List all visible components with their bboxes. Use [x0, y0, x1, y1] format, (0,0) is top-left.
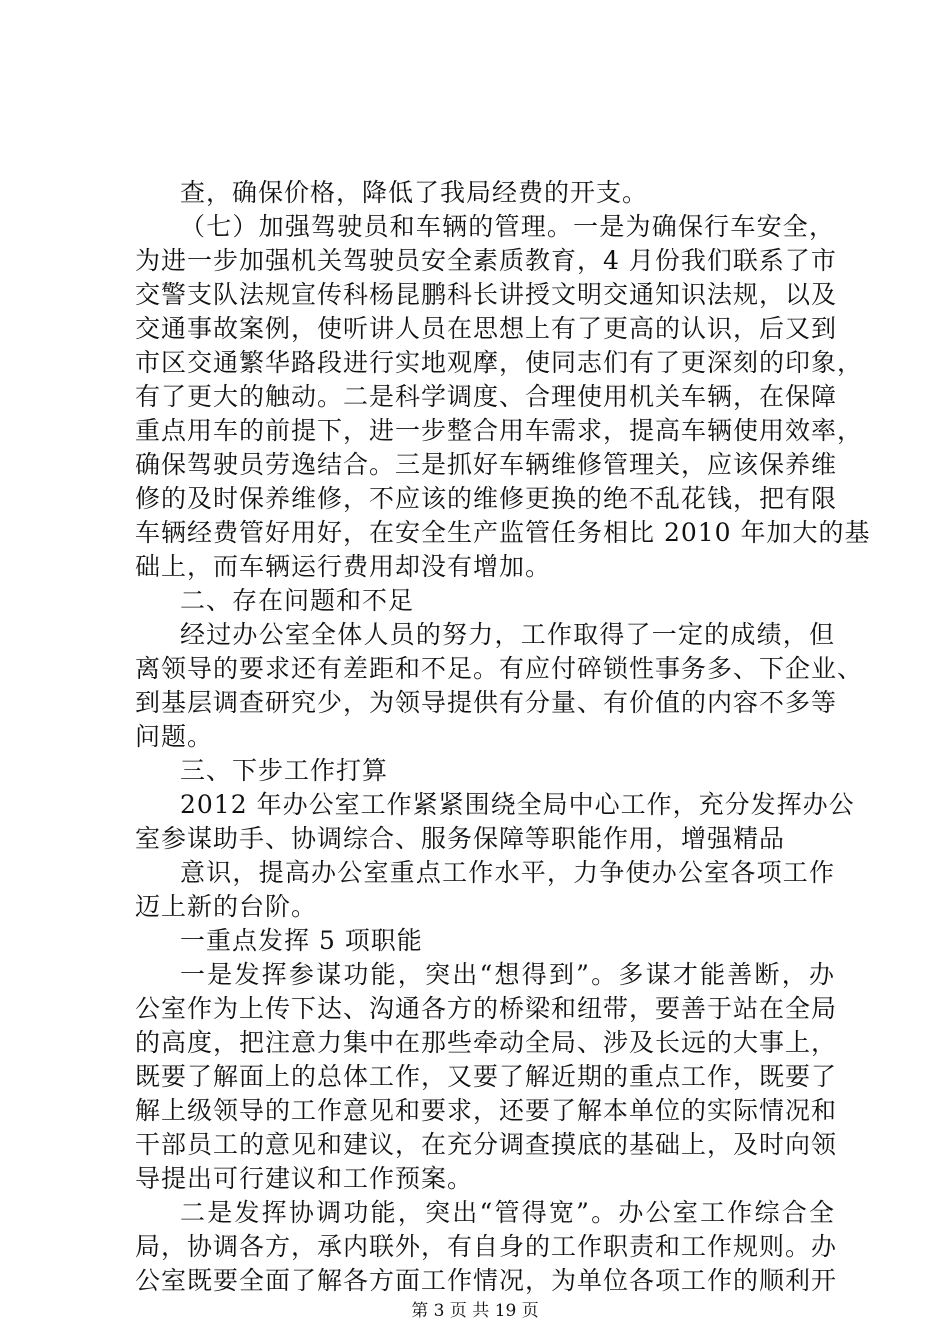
text-line: 为进一步加强机关驾驶员安全素质教育，4 月份我们联系了市 — [135, 246, 837, 275]
text-line: （七）加强驾驶员和车辆的管理。一是为确保行车安全， — [180, 212, 835, 241]
text-line: 干部员工的意见和建议，在充分调查摸底的基础上，及时向领 — [135, 1130, 838, 1159]
text-line: 车辆经费管好用好，在安全生产监管任务相比 2010 年加大的基 — [135, 518, 871, 547]
text-line: 确保驾驶员劳逸结合。三是抓好车辆维修管理关，应该保养维 — [135, 450, 838, 479]
text-line: 公室既要全面了解各方面工作情况，为单位各项工作的顺利开 — [135, 1266, 838, 1295]
text-line: 础上，而车辆运行费用却没有增加。 — [135, 552, 552, 581]
text-line: 市区交通繁华路段进行实地观摩，使同志们有了更深刻的印象， — [135, 348, 864, 377]
section-heading: 二、存在问题和不足 — [180, 586, 415, 615]
page-footer: 第 3 页 共 19 页 — [411, 1301, 539, 1321]
text-line: 迈上新的台阶。 — [135, 892, 318, 921]
text-line: 交警支队法规宣传科杨昆鹏科长讲授文明交通知识法规，以及 — [135, 280, 838, 309]
text-line: 查，确保价格，降低了我局经费的开支。 — [180, 178, 649, 207]
text-line: 经过办公室全体人员的努力，工作取得了一定的成绩，但 — [180, 620, 835, 649]
text-line: 有了更大的触动。二是科学调度、合理使用机关车辆，在保障 — [135, 382, 838, 411]
text-line: 问题。 — [135, 722, 214, 751]
section-heading: 三、下步工作打算 — [180, 756, 389, 785]
subsection-heading: 一重点发挥 5 项职能 — [180, 926, 423, 955]
text-line: 2012 年办公室工作紧紧围绕全局中心工作，充分发挥办公 — [180, 790, 855, 819]
text-line: 的高度，把注意力集中在那些牵动全局、涉及长远的大事上， — [135, 1028, 838, 1057]
text-line: 解上级领导的工作意见和要求，还要了解本单位的实际情况和 — [135, 1096, 838, 1125]
text-line: 离领导的要求还有差距和不足。有应付碎锁性事务多、下企业、 — [135, 654, 864, 683]
text-line: 二是发挥协调功能，突出“管得宽”。办公室工作综合全 — [180, 1198, 835, 1227]
text-line: 修的及时保养维修，不应该的维修更换的绝不乱花钱，把有限 — [135, 484, 838, 513]
text-line: 公室作为上传下达、沟通各方的桥梁和纽带，要善于站在全局 — [135, 994, 838, 1023]
text-line: 重点用车的前提下，进一步整合用车需求，提高车辆使用效率， — [135, 416, 864, 445]
text-line: 意识，提高办公室重点工作水平，力争使办公室各项工作 — [180, 858, 835, 887]
text-line: 室参谋助手、协调综合、服务保障等职能作用，增强精品 — [135, 824, 786, 853]
text-line: 导提出可行建议和工作预案。 — [135, 1164, 474, 1193]
text-line: 既要了解面上的总体工作，又要了解近期的重点工作，既要了 — [135, 1062, 838, 1091]
text-line: 局，协调各方，承内联外，有自身的工作职责和工作规则。办 — [135, 1232, 838, 1261]
text-line: 一是发挥参谋功能，突出“想得到”。多谋才能善断，办 — [180, 960, 835, 989]
text-line: 交通事故案例，使听讲人员在思想上有了更高的认识，后又到 — [135, 314, 838, 343]
text-line: 到基层调查研究少，为领导提供有分量、有价值的内容不多等 — [135, 688, 838, 717]
